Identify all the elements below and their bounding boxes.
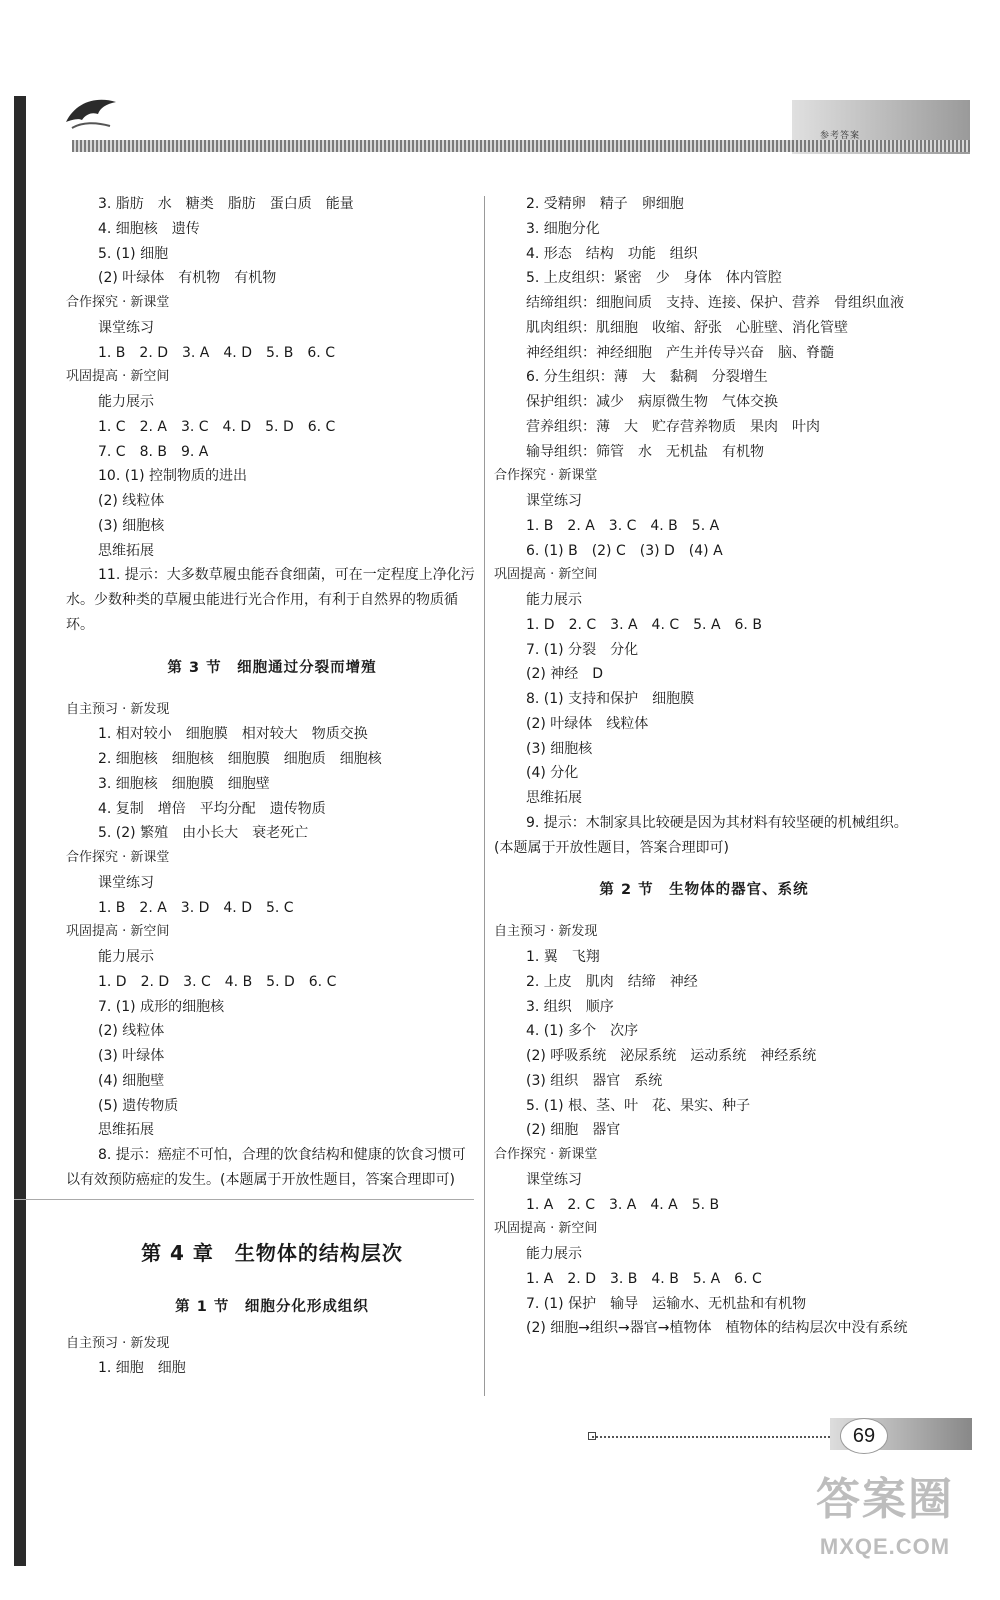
- answer-line: 1. A 2. C 3. A 4. A 5. B: [526, 1196, 720, 1213]
- left-column: [66, 192, 478, 1381]
- answer-line: 5. (1) 细胞: [98, 245, 169, 262]
- answer-line: (4) 分化: [526, 765, 579, 782]
- section-title: 第 1 节 细胞分化形成组织: [175, 1298, 369, 1315]
- section-heading: 巩固提高 · 新空间: [66, 924, 170, 940]
- answer-line: 2. 细胞核 细胞核 细胞膜 细胞质 细胞核: [98, 751, 382, 767]
- answer-line: 1. B 2. D 3. A 4. D 5. B 6. C: [98, 344, 335, 361]
- answer-line: (2) 神经 D: [526, 666, 604, 683]
- answer-line: 1. C 2. A 3. C 4. D 5. D 6. C: [98, 418, 336, 435]
- answer-paragraph: 11. 提示：大多数草履虫能吞食细菌，可在一定程度上净化污水。少数种类的草履虫能进行光合作用，有利于自然界的物质循环。: [66, 567, 475, 633]
- answer-line: 8. (1) 支持和保护 细胞膜: [526, 691, 695, 707]
- answer-line: 2. 上皮 肌肉 结缔 神经: [526, 973, 698, 990]
- answer-line: (4) 细胞壁: [98, 1072, 165, 1089]
- sub-heading: 课堂练习: [526, 1171, 582, 1188]
- sub-heading: 思维拓展: [98, 1122, 154, 1139]
- section-heading: 合作探究 · 新课堂: [66, 850, 170, 865]
- column-divider: [484, 196, 485, 1396]
- answer-line: 1. 翼 飞翔: [526, 949, 600, 965]
- sub-heading: 思维拓展: [98, 542, 154, 559]
- section-heading: 自主预习 · 新发现: [494, 924, 598, 940]
- watermark: [792, 1470, 978, 1580]
- binding-spine: [14, 96, 26, 1566]
- watermark-url: MXQE.COM: [819, 1534, 951, 1559]
- answer-line: (3) 细胞核: [98, 517, 165, 534]
- answer-line: 1. D 2. D 3. C 4. B 5. D 6. C: [98, 973, 337, 990]
- section-heading: 巩固提高 · 新空间: [66, 369, 170, 385]
- answer-line: 1. 细胞 细胞: [98, 1360, 186, 1377]
- answer-line: 7. (1) 保护 输导 运输水、无机盐和有机物: [526, 1295, 807, 1312]
- answer-line: 5. (2) 繁殖 由小长大 衰老死亡: [98, 825, 309, 842]
- section-heading: 合作探究 · 新课堂: [494, 468, 598, 484]
- header-label: 参考答案: [820, 131, 861, 141]
- answer-line: (2) 叶绿体 线粒体: [526, 715, 649, 732]
- answer-line: 神经组织：神经细胞 产生并传导兴奋 脑、脊髓: [526, 344, 834, 361]
- header-strip: [72, 140, 970, 152]
- answer-line: (5) 遗传物质: [98, 1097, 179, 1114]
- answer-line: 保护组织：减少 病原微生物 气体交换: [526, 394, 778, 410]
- divider: [14, 1199, 474, 1200]
- answer-line: (2) 细胞 器官: [526, 1122, 621, 1139]
- answer-line: 3. 细胞核 细胞膜 细胞壁: [98, 775, 270, 792]
- answer-line: 1. B 2. A 3. C 4. B 5. A: [526, 517, 720, 534]
- answer-line: 1. A 2. D 3. B 4. B 5. A 6. C: [526, 1270, 762, 1287]
- answer-line: 1. D 2. C 3. A 4. C 5. A 6. B: [526, 616, 762, 633]
- answer-line: (3) 细胞核: [526, 740, 593, 757]
- section-title: 第 2 节 生物体的器官、系统: [599, 882, 809, 899]
- sub-heading: 课堂练习: [98, 874, 154, 891]
- sub-heading: 能力展示: [98, 394, 154, 410]
- answer-line: (2) 叶绿体 有机物 有机物: [98, 270, 277, 287]
- answer-line: 7. (1) 成形的细胞核: [98, 998, 225, 1015]
- answer-line: 6. (1) B (2) C (3) D (4) A: [526, 542, 723, 559]
- dolphin-logo-icon: [62, 92, 122, 138]
- answer-line: 肌肉组织：肌细胞 收缩、舒张 心脏壁、消化管壁: [526, 319, 848, 336]
- section-heading: 自主预习 · 新发现: [66, 1335, 170, 1351]
- answer-line: 1. B 2. A 3. D 4. D 5. C: [98, 899, 294, 916]
- page-number: 69: [840, 1418, 888, 1454]
- answer-line: 4. 形态 结构 功能 组织: [526, 245, 698, 262]
- watermark-text: 答案圈: [816, 1474, 954, 1525]
- answer-line: 5. 上皮组织：紧密 少 身体 体内管腔: [526, 270, 782, 287]
- sub-heading: 课堂练习: [98, 319, 154, 336]
- answer-line: (2) 呼吸系统 泌尿系统 运动系统 神经系统: [526, 1048, 817, 1064]
- right-column: [494, 192, 914, 1341]
- answer-line: (3) 叶绿体: [98, 1048, 165, 1064]
- sub-heading: 能力展示: [526, 592, 582, 608]
- chapter-title: 第 4 章 生物体的结构层次: [141, 1240, 403, 1265]
- answer-line: (2) 线粒体: [98, 1023, 165, 1040]
- sub-heading: 思维拓展: [526, 790, 582, 806]
- section-heading: 自主预习 · 新发现: [66, 701, 170, 717]
- answer-line: 输导组织：筛管 水 无机盐 有机物: [526, 443, 764, 460]
- answer-line: 4. (1) 多个 次序: [526, 1023, 639, 1040]
- sub-heading: 能力展示: [98, 949, 154, 965]
- answer-paragraph: 8. 提示：癌症不可怕，合理的饮食结构和健康的饮食习惯可以有效预防癌症的发生。(本题属于开放性题目，答案合理即可): [66, 1147, 466, 1188]
- answer-line: 1. 相对较小 细胞膜 相对较大 物质交换: [98, 726, 368, 743]
- answer-paragraph: (2) 细胞→组织→器官→植物体 植物体的结构层次中没有系统: [526, 1320, 908, 1337]
- answer-paragraph: 9. 提示：木制家具比较硬是因为其材料有较坚硬的机械组织。(本题属于开放性题目，答案合理即可): [494, 814, 908, 856]
- section-title: 第 3 节 细胞通过分裂而增殖: [167, 659, 377, 676]
- sub-heading: 能力展示: [526, 1246, 582, 1262]
- answer-line: 7. (1) 分裂 分化: [526, 641, 639, 658]
- answer-line: 10. (1) 控制物质的进出: [98, 468, 247, 485]
- answer-line: (2) 线粒体: [98, 493, 165, 509]
- answer-line: 3. 脂肪 水 糖类 脂肪 蛋白质 能量: [98, 196, 354, 212]
- answer-line: (3) 组织 器官 系统: [526, 1072, 663, 1089]
- answer-line: 7. C 8. B 9. A: [98, 443, 209, 460]
- section-heading: 合作探究 · 新课堂: [494, 1147, 598, 1162]
- answer-line: 4. 细胞核 遗传: [98, 220, 200, 237]
- section-heading: 合作探究 · 新课堂: [66, 295, 170, 310]
- answer-line: 5. (1) 根、茎、叶 花、果实、种子: [526, 1097, 751, 1114]
- answer-paragraph: 结缔组织：细胞间质 支持、连接、保护、营养 骨组织血液: [526, 295, 904, 311]
- sub-heading: 课堂练习: [526, 493, 582, 509]
- section-heading: 巩固提高 · 新空间: [494, 567, 598, 583]
- answer-line: 3. 细胞分化: [526, 220, 600, 237]
- answer-line: 2. 受精卵 精子 卵细胞: [526, 196, 684, 212]
- answer-line: 3. 组织 顺序: [526, 998, 614, 1015]
- footer-dotted-rule: [592, 1436, 842, 1438]
- answer-line: 营养组织：薄 大 贮存营养物质 果肉 叶肉: [526, 418, 820, 435]
- answer-line: 6. 分生组织：薄 大 黏稠 分裂增生: [526, 369, 768, 386]
- section-heading: 巩固提高 · 新空间: [494, 1221, 598, 1237]
- answer-line: 4. 复制 增倍 平均分配 遗传物质: [98, 800, 326, 817]
